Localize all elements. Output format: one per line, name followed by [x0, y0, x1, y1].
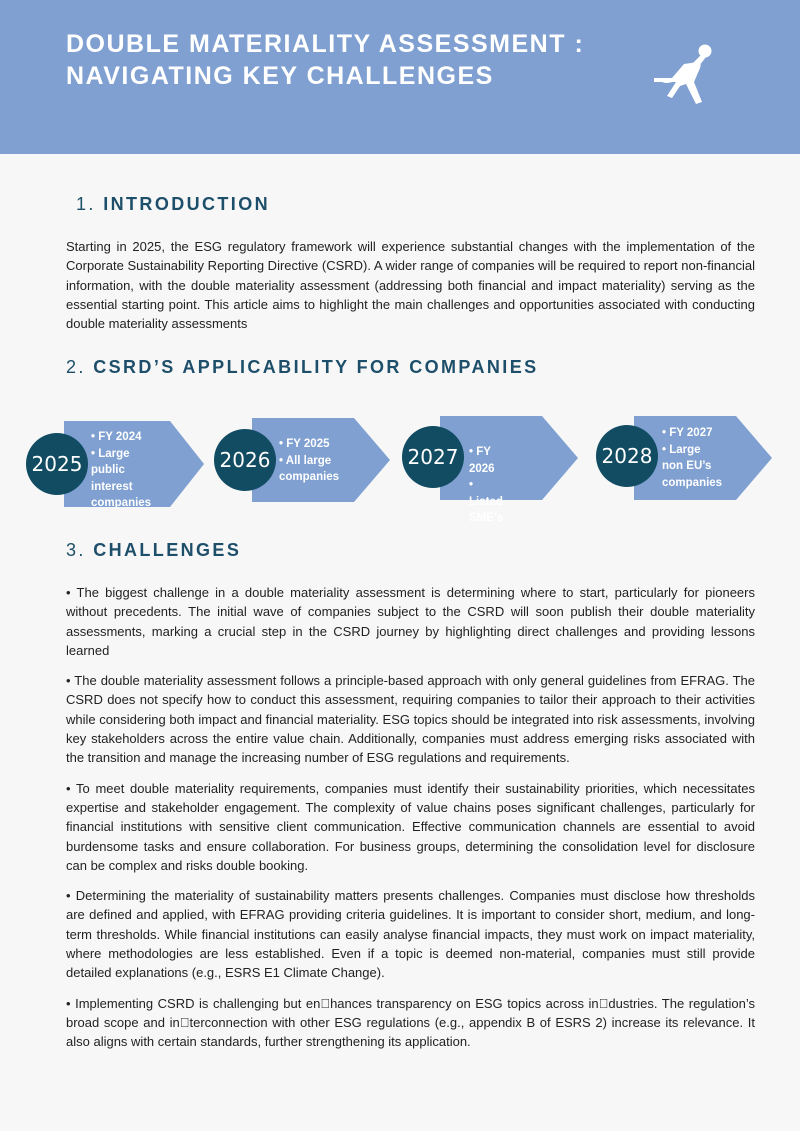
list-item: • The double materiality assessment follows a principle-based approach with only general guidelines from EFRAG. The CSRD does not specify how to conduct this assessment, requiring companies to tailor their approach to their activities while considering both impact and financial materiality. ESG topics should be integrated into risk assessments, involving key stakeholders across the entire value chain. Additionally, companies must address emerging risks associated with the transition and manage the increasing number of ESG regulations and requirements. [66, 673, 755, 766]
timeline-line: companies [279, 471, 340, 483]
timeline-line: • Large [662, 443, 701, 456]
timeline-line: public interest [91, 464, 133, 493]
timeline-line: • FY 2026 [469, 446, 495, 475]
timeline-details [662, 425, 722, 491]
section-title: CHALLENGES [93, 540, 242, 560]
timeline-line: • FY 2025 [279, 438, 330, 450]
timeline-line: • All large [279, 454, 332, 467]
timeline-details [279, 436, 339, 486]
list-item: • The biggest challenge in a double materiality assessment is determining where to start, particularly for pioneers without precedents. The initial wave of companies subject to the CSRD will soon publish their double materiality assessments, marking a crucial step in the CSRD journey by highlighting direct challenges and providing lessons learned [66, 585, 755, 658]
timeline-line: • Large [91, 447, 130, 460]
section-heading-applicability [66, 357, 539, 378]
runner-icon [650, 42, 718, 108]
timeline-details [91, 429, 151, 512]
challenges-list [66, 583, 755, 1063]
list-item: • Determining the materiality of sustainability matters presents challenges. Companies must disclose how thresholds are defined and applied, with EFRAG providing criteria guidelines. It is important to consider short, medium, and long-term thresholds. While financial institutions can easily analyse financial impacts, they must work on impact materiality, where methodologies are less established. Even if a topic is deemed non-material, companies must still provide detailed explanations (e.g., ESRS E1 Climate Change). [66, 888, 755, 981]
timeline-line: • FY 2024 [91, 431, 142, 443]
timeline-year: 2028 [596, 425, 658, 487]
timeline-line: • FY 2027 [662, 427, 713, 439]
section-number: 1. [76, 194, 96, 214]
timeline-line: non EU’s [662, 460, 712, 472]
section-title: CSRD’S APPLICABILITY FOR COMPANIES [93, 357, 539, 377]
csrd-timeline [0, 410, 800, 524]
section-heading-introduction [76, 194, 270, 215]
timeline-line: • Listed SME’s [469, 479, 504, 524]
section-number: 2. [66, 357, 86, 377]
list-item: • Implementing CSRD is challenging but en hances transparency on ESG topics across in dustries. The regulation’s broad scope and in terconnection with other ESG regulations (e.g., appendix B of ESRS 2) increase its relevance. It also aligns with certain standards, further strengthening its application. [66, 995, 755, 1050]
section-title: INTRODUCTION [103, 194, 271, 214]
timeline-details [469, 444, 503, 527]
section-heading-challenges [66, 540, 241, 561]
section-number: 3. [66, 540, 86, 560]
timeline-line: companies [662, 476, 723, 489]
header-banner [0, 0, 800, 154]
timeline-line: companies [91, 497, 152, 509]
timeline-year: 2025 [26, 433, 88, 495]
timeline-year: 2026 [214, 429, 276, 491]
list-item: • To meet double materiality requirements, companies must identify their sustainability priorities, which necessitates expertise and stakeholder engagement. The complexity of value chains poses significant challenges, particularly for financial institutions with sensitive client communication. Effective communication channels are essential to avoid burdensome tasks and ensure collaboration. For business groups, determining the consolidation level for disclosure can be complex and risks double booking. [66, 780, 755, 873]
intro-paragraph: Starting in 2025, the ESG regulatory framework will experience substantial changes with the implementation of the Corporate Sustainability Reporting Directive (CSRD). A wider range of companies will be required to report non-financial information, with the double materiality assessment (addressing both financial and impact materiality) serving as the essential starting point. This article aims to highlight the main challenges and opportunities associated with conducting double materiality assessments [66, 239, 755, 332]
timeline-year: 2027 [402, 426, 464, 488]
page-title: DOUBLE MATERIALITY ASSESSMENT : NAVIGATING KEY CHALLENGES [66, 30, 585, 90]
